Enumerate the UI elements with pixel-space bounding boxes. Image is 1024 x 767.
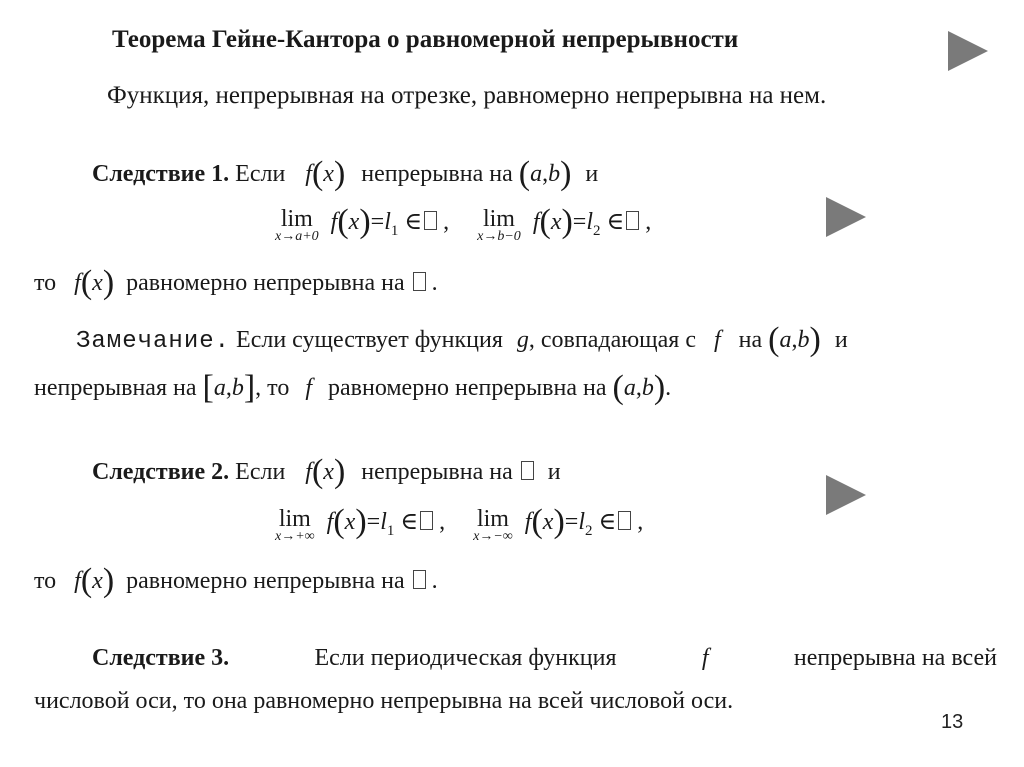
set-symbol-icon: [521, 461, 534, 480]
corollary-2-label: Следствие 2.: [92, 459, 230, 485]
set-symbol-icon: [413, 570, 426, 589]
corollary-1-limits: lim x→a+0 $f(x)=l_1$ ∈ , lim x→b−0 $f(x)=l_2$ ∈ ,: [275, 203, 652, 244]
slide-title: Теорема Гейне-Кантора о равномерной непрерывности: [112, 26, 739, 53]
limit-1: lim x→a+0: [275, 206, 319, 244]
play-arrow-icon[interactable]: [826, 475, 866, 515]
limit-3: lim x→+∞: [275, 506, 315, 544]
remark-label: Замечание.: [76, 328, 231, 355]
limit-2: lim x→b−0: [477, 206, 521, 244]
corollary-3-line1: Следствие 3. Если периодическая функция f непрерывна на всей: [92, 645, 997, 671]
corollary-3-line2: числовой оси, то она равномерно непрерывна на всей числовой оси.: [34, 688, 734, 714]
page-number: 13: [941, 711, 964, 733]
corollary-1-line3: то f(x) равномерно непрерывна на .: [34, 264, 438, 301]
corollary-2-line1: Следствие 2. Если f(x) непрерывна на и: [92, 453, 561, 490]
play-arrow-icon[interactable]: [948, 31, 988, 71]
and-text: и: [585, 161, 599, 187]
limit-4: lim x→−∞: [473, 506, 513, 544]
x-symbol: x: [323, 161, 334, 187]
set-symbol-icon: [618, 511, 631, 530]
remark-line2: непрерывная на [a,b], то f равномерно непрерывна на (a,b).: [34, 369, 672, 406]
f-symbol: f: [305, 161, 312, 187]
theorem-text: Функция, непрерывная на отрезке, равномерно непрерывна на нем.: [107, 82, 827, 109]
b-symbol: b: [548, 161, 561, 187]
cont-on-text: непрерывна на: [361, 161, 513, 187]
a-symbol: a: [530, 161, 543, 187]
corollary-1-label: Следствие 1.: [92, 161, 230, 187]
set-symbol-icon: [420, 511, 433, 530]
set-symbol-icon: [424, 211, 437, 230]
corollary-1-line1: Следствие 1. Если f(x) непрерывна на (a,b) и: [92, 155, 599, 192]
if-text: Если: [235, 161, 286, 187]
remark-line1: Замечание. Если существует функция g, совпадающая с f на (a,b) и: [76, 321, 848, 358]
play-arrow-icon[interactable]: [826, 197, 866, 237]
corollary-3-label: Следствие 3.: [92, 645, 230, 671]
set-symbol-icon: [413, 272, 426, 291]
set-symbol-icon: [626, 211, 639, 230]
corollary-2-limits: lim x→+∞ $f(x)=l_1$ ∈ , lim x→−∞ $f(x)=l_2$ ∈ ,: [275, 503, 644, 544]
corollary-2-line3: то f(x) равномерно непрерывна на .: [34, 562, 438, 599]
